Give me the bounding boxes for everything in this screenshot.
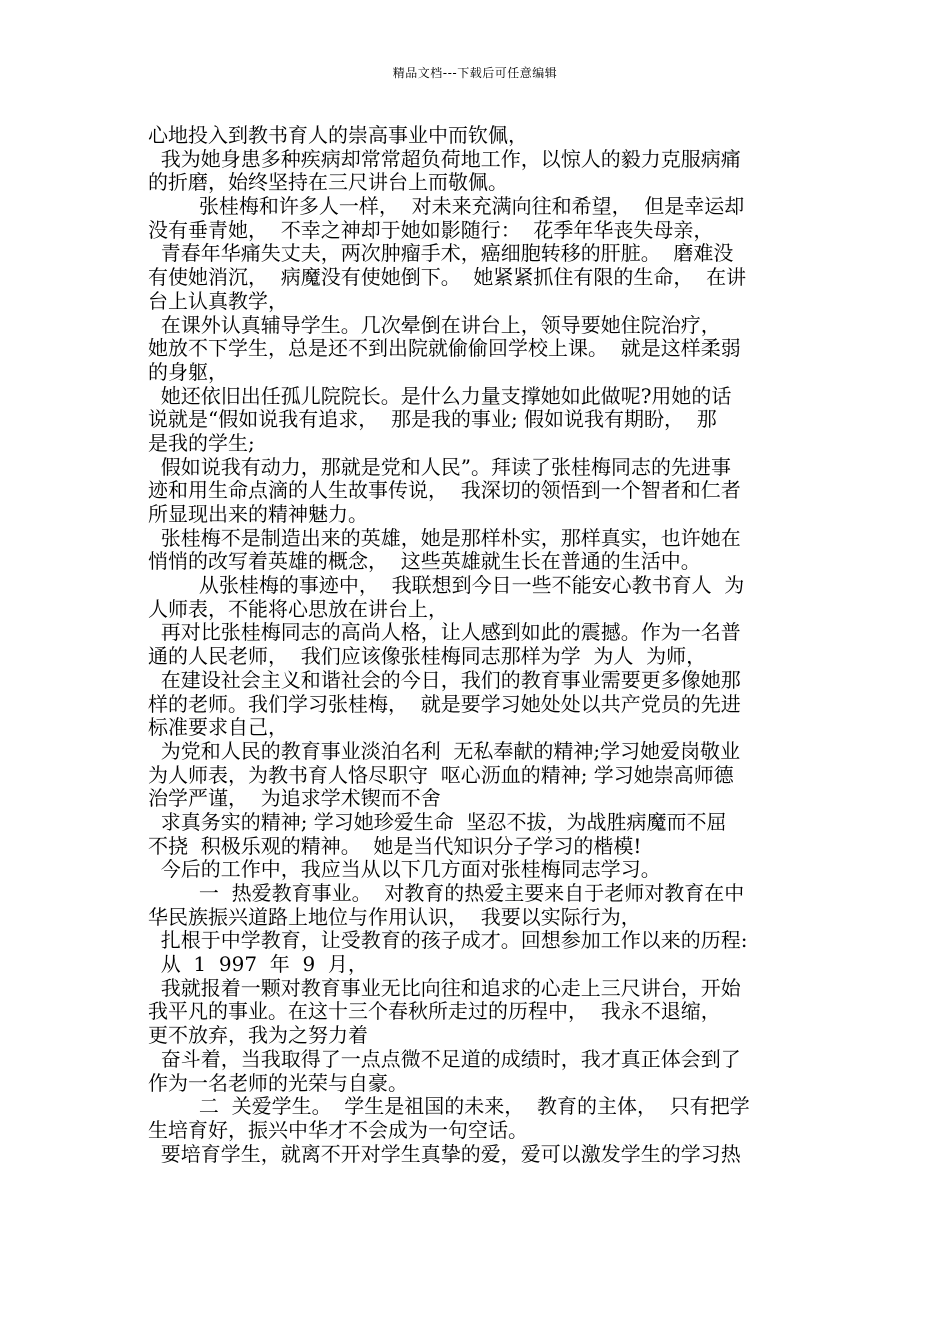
text-line: 从 1 997 年 9 月， xyxy=(148,952,368,977)
text-line: 治学严谨， 为追求学术锲而不舍 xyxy=(148,786,441,811)
text-line: 我平凡的事业。在这十三个春秋所走过的历程中， 我永不退缩， xyxy=(148,999,721,1024)
text-line: 的折磨，始终坚持在三尺讲台上而敬佩。 xyxy=(148,170,508,195)
text-line: 一 热爱教育事业。 对教育的热爱主要来自于老师对教育在中 xyxy=(148,881,745,905)
text-line: 迹和用生命点滴的人生故事传说， 我深切的领悟到一个智者和仁者 xyxy=(148,478,741,503)
text-line: 在建设社会主义和谐社会的今日，我们的教育事业需要更多像她那 xyxy=(148,667,741,692)
text-line: 是我的学生; xyxy=(148,430,255,455)
text-line: 有使她消沉， 病魔没有使她倒下。 她紧紧抓住有限的生命， 在讲 xyxy=(148,265,747,290)
text-line: 心地投入到教书育人的崇高事业中而钦佩， xyxy=(148,123,528,147)
text-line: 二 关爱学生。 学生是祖国的未来， 教育的主体， 只有把学 xyxy=(148,1094,750,1119)
text-line: 从张桂梅的事迹中， 我联想到今日一些不能安心教书育人 为 xyxy=(148,573,745,598)
text-line: 青春年华痛失丈夫，两次肿瘤手术，癌细胞转移的肝脏。 磨难没 xyxy=(148,241,734,266)
text-line: 没有垂青她， 不幸之神却于她如影随行： 花季年华丧失母亲， xyxy=(148,217,714,242)
text-line: 为党和人民的教育事业淡泊名利 无私奉献的精神;学习她爱岗敬业 xyxy=(148,738,741,763)
text-line: 扎根于中学教育，让受教育的孩子成才。回想参加工作以来的历程: xyxy=(148,928,748,953)
text-line: 她还依旧出任孤儿院院长。是什么力量支撑她如此做呢?用她的话 xyxy=(148,383,732,408)
text-line: 作为一名老师的光荣与自豪。 xyxy=(148,1070,408,1095)
text-line: 通的人民老师， 我们应该像张桂梅同志那样为学 为人 为师， xyxy=(148,644,707,669)
text-line: 的身躯， xyxy=(148,359,228,384)
text-line: 今后的工作中，我应当从以下几方面对张桂梅同志学习。 xyxy=(148,857,661,882)
text-line: 求真务实的精神; 学习她珍爱生命 坚忍不拔，为战胜病魔而不屈 xyxy=(148,809,727,834)
text-line: 再对比张桂梅同志的高尚人格，让人感到如此的震撼。作为一名普 xyxy=(148,620,741,645)
text-line: 标准要求自己， xyxy=(148,715,288,740)
text-line: 所显现出来的精神魅力。 xyxy=(148,502,368,526)
text-line: 我就报着一颗对教育事业无比向往和追求的心走上三尺讲台，开始 xyxy=(148,975,741,1000)
text-line: 台上认真教学， xyxy=(148,288,288,313)
text-line: 样的老师。我们学习张桂梅， 就是要学习她处处以共产党员的先进 xyxy=(148,691,741,716)
text-line: 悄悄的改写着英雄的概念， 这些英雄就生长在普通的生活中。 xyxy=(148,549,701,574)
text-line: 奋斗着，当我取得了一点点微不足道的成绩时，我才真正体会到了 xyxy=(148,1046,741,1071)
text-line: 不挠 积极乐观的精神。 她是当代知识分子学习的楷模! xyxy=(148,833,642,858)
text-line: 华民族振兴道路上地位与作用认识， 我要以实际行为， xyxy=(148,904,641,929)
text-line: 张桂梅和许多人一样， 对未来充满向往和希望， 但是幸运却 xyxy=(148,194,745,219)
body-text xyxy=(148,124,828,1166)
text-line: 说就是“假如说我有追求， 那是我的事业; 假如说我有期盼， 那 xyxy=(148,407,717,432)
text-line: 在课外认真辅导学生。几次晕倒在讲台上，领导要她住院治疗， xyxy=(148,312,721,337)
page-header: 精品文档---下载后可任意编辑 xyxy=(392,66,558,80)
text-line: 生培育好，振兴中华才不会成为一句空话。 xyxy=(148,1117,528,1142)
text-line: 人师表，不能将心思放在讲台上， xyxy=(148,596,448,621)
text-line: 张桂梅不是制造出来的英雄，她是那样朴实，那样真实，也许她在 xyxy=(148,525,741,550)
text-line: 为人师表，为教书育人恪尽职守 呕心沥血的精神; 学习她崇高师德 xyxy=(148,762,734,787)
text-line: 我为她身患多种疾病却常常超负荷地工作，以惊人的毅力克服病痛 xyxy=(148,146,741,171)
text-line: 她放不下学生，总是还不到出院就偷偷回学校上课。 就是这样柔弱 xyxy=(148,336,741,361)
text-line: 要培育学生，就离不开对学生真挚的爱，爱可以激发学生的学习热 xyxy=(148,1141,741,1166)
text-line: 假如说我有动力，那就是党和人民”。拜读了张桂梅同志的先进事 xyxy=(148,454,731,479)
text-line: 更不放弃，我为之努力着 xyxy=(148,1023,368,1048)
